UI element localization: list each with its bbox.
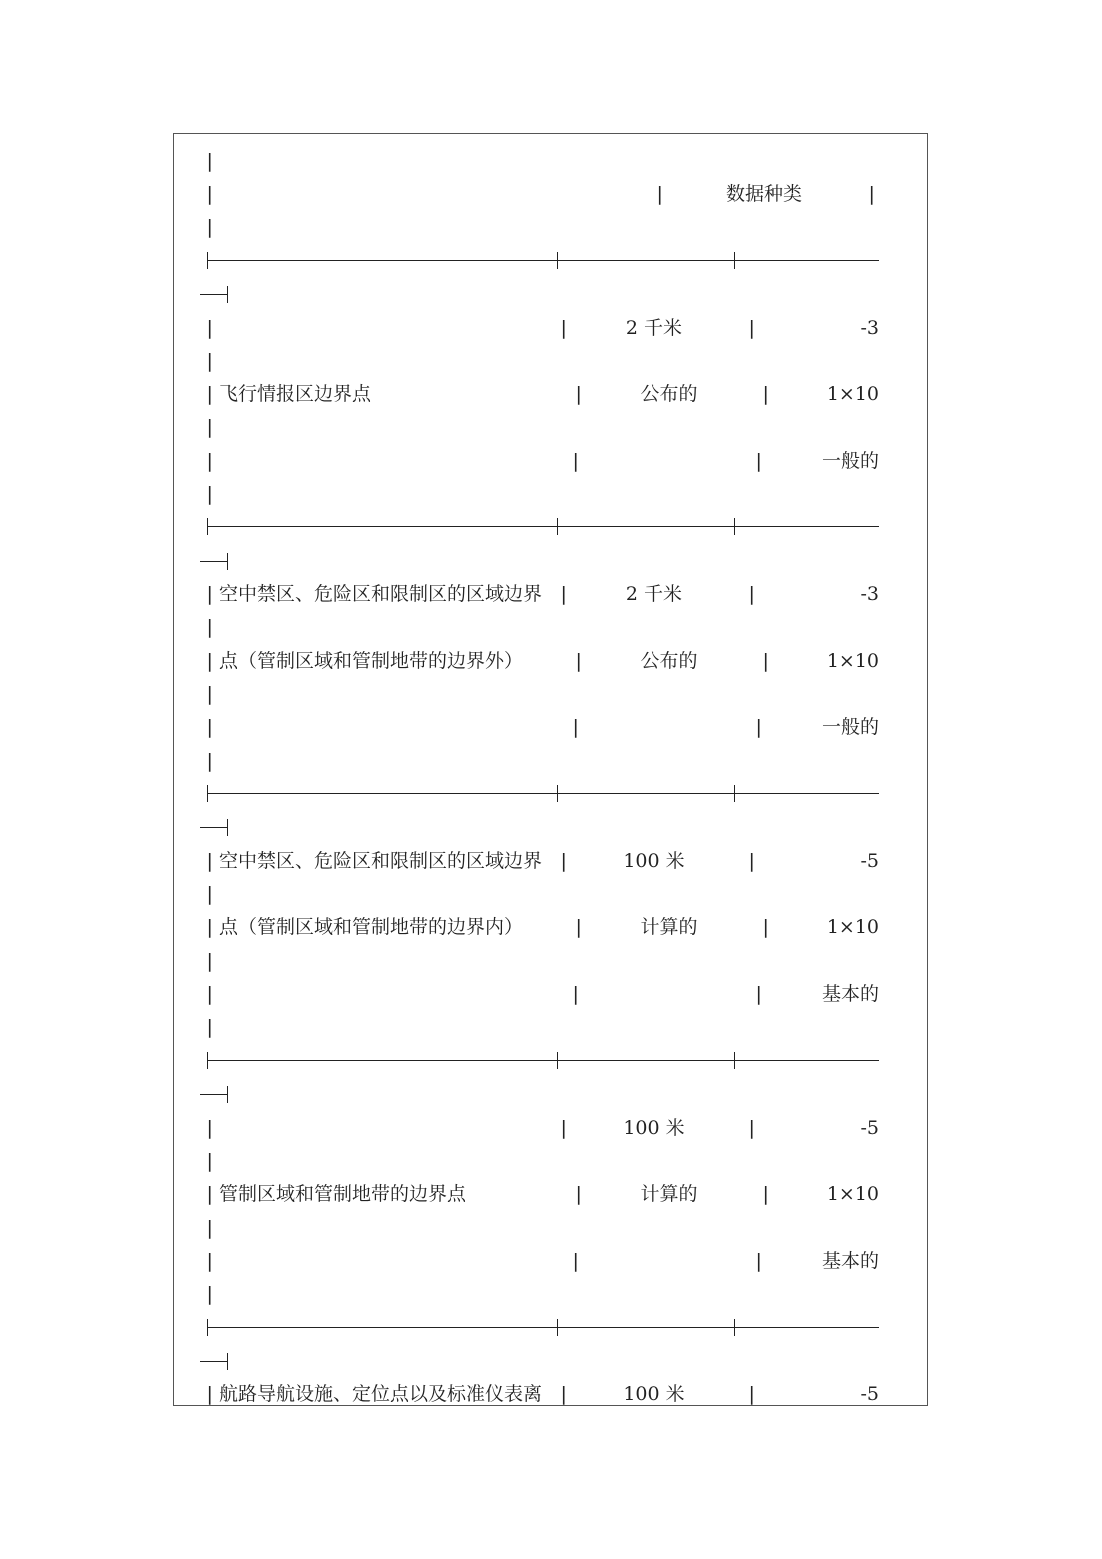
cell-exponent: -3 <box>860 317 879 339</box>
row-divider <box>174 777 928 811</box>
row-1-spacer: | <box>204 750 216 772</box>
row-divider <box>174 510 928 544</box>
row-divider-stub <box>174 1344 928 1378</box>
row-divider <box>174 244 928 278</box>
document-page <box>173 133 928 1406</box>
cell-kind: 一般的 <box>821 450 879 472</box>
row-0-line-2: | 飞行情报区边界点 | 公布的 | 1×10 <box>174 377 928 411</box>
row-1-line-3: | | | 一般的 <box>174 710 928 744</box>
row-3-spacer: | <box>204 1283 216 1305</box>
row-divider-stub <box>174 810 928 844</box>
header-line-1 <box>174 144 928 178</box>
cell-method: 公布的 <box>640 650 698 672</box>
cell-exponent: -5 <box>860 1117 879 1139</box>
row-2-spacer: | <box>204 883 216 905</box>
row-3-spacer: | <box>204 1217 216 1239</box>
cell-base: 1×10 <box>826 916 879 938</box>
header-line-2 <box>174 177 928 211</box>
cell-accuracy: 100 米 <box>623 1117 685 1139</box>
row-2-line-2: | 点（管制区域和管制地带的边界内） | 计算的 | 1×10 <box>174 910 928 944</box>
cell-label: 点（管制区域和管制地带的边界内） <box>219 916 524 938</box>
cell-method: 计算的 <box>640 916 698 938</box>
cell-base: 1×10 <box>826 383 879 405</box>
cell-accuracy: 100 米 <box>623 1383 685 1405</box>
row-1-spacer: | <box>204 616 216 638</box>
row-3-line-1: | | 100 米 | -5 <box>174 1111 928 1145</box>
table-border-mark: | <box>204 150 216 172</box>
row-divider-stub <box>174 277 928 311</box>
row-2-line-3: | | | 基本的 <box>174 977 928 1011</box>
cell-label: 空中禁区、危险区和限制区的区域边界 <box>219 850 543 872</box>
cell-accuracy: 2 千米 <box>625 583 683 605</box>
row-0-spacer: | <box>204 350 216 372</box>
row-divider-stub <box>174 544 928 578</box>
cell-label: 航路导航设施、定位点以及标准仪表离 <box>219 1383 543 1405</box>
row-0-spacer: | <box>204 483 216 505</box>
cell-accuracy: 100 米 <box>623 850 685 872</box>
row-1-spacer: | <box>204 683 216 705</box>
row-1-line-1: | 空中禁区、危险区和限制区的区域边界 | 2 千米 | -3 <box>174 577 928 611</box>
row-2-spacer: | <box>204 1016 216 1038</box>
cell-accuracy: 2 千米 <box>625 317 683 339</box>
cell-method: 计算的 <box>640 1183 698 1205</box>
row-0-line-1: | | 2 千米 | -3 <box>174 311 928 345</box>
header-line-3 <box>174 210 928 244</box>
cell-base: 1×10 <box>826 650 879 672</box>
row-0-line-3: | | | 一般的 <box>174 444 928 478</box>
cell-method: 公布的 <box>640 383 698 405</box>
cell-label: 点（管制区域和管制地带的边界外） <box>219 650 524 672</box>
row-3-line-2: | 管制区域和管制地带的边界点 | 计算的 | 1×10 <box>174 1177 928 1211</box>
cell-label: 飞行情报区边界点 <box>219 383 372 405</box>
cell-label: 空中禁区、危险区和限制区的区域边界 <box>219 583 543 605</box>
cell-kind: 基本的 <box>821 983 879 1005</box>
row-divider-stub <box>174 1077 928 1111</box>
row-2-spacer: | <box>204 950 216 972</box>
table-border-mark: | <box>654 183 666 205</box>
table-border-mark: | <box>204 183 216 205</box>
cell-exponent: -5 <box>860 850 879 872</box>
row-divider <box>174 1311 928 1345</box>
row-3-line-3: | | | 基本的 <box>174 1244 928 1278</box>
row-divider <box>174 1044 928 1078</box>
cell-kind: 一般的 <box>821 716 879 738</box>
row-0-spacer: | <box>204 416 216 438</box>
cell-exponent: -3 <box>860 583 879 605</box>
cell-label: 管制区域和管制地带的边界点 <box>219 1183 467 1205</box>
cell-exponent: -5 <box>860 1383 879 1405</box>
cell-base: 1×10 <box>826 1183 879 1205</box>
header-data-kind: 数据种类 <box>725 183 802 205</box>
cell-kind: 基本的 <box>821 1250 879 1272</box>
row-4-line-1: | 航路导航设施、定位点以及标准仪表离 | 100 米 | -5 <box>174 1377 928 1406</box>
row-1-line-2: | 点（管制区域和管制地带的边界外） | 公布的 | 1×10 <box>174 644 928 678</box>
table-border-mark: | <box>866 183 878 205</box>
row-2-line-1: | 空中禁区、危险区和限制区的区域边界 | 100 米 | -5 <box>174 844 928 878</box>
row-3-spacer: | <box>204 1150 216 1172</box>
table-border-mark: | <box>204 216 216 238</box>
